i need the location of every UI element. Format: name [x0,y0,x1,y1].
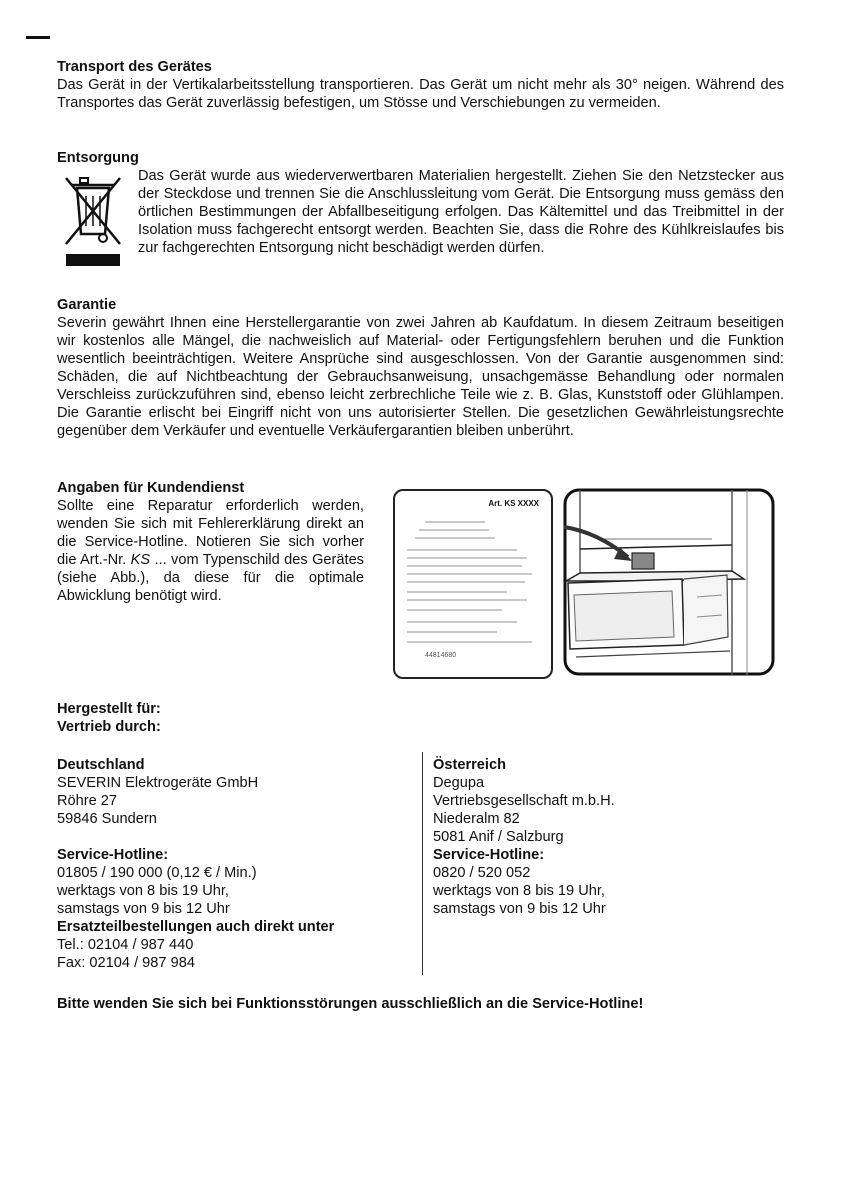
germany-hotline-heading: Service-Hotline: [57,847,169,863]
austria-hotline-heading: Service-Hotline: [433,847,545,863]
kundendienst-section [57,479,364,605]
kundendienst-text-part2: ... vom Typenschild des Gerätes (siehe Abb.), da diese für die optimale Abwicklung benötigt wird. [57,552,364,604]
entsorgung-heading: Entsorgung [57,150,139,166]
type-plate-line [407,557,527,559]
kundendienst-heading: Angaben für Kundendienst [57,480,245,496]
distributed-by-label: Vertrieb durch: [57,719,161,735]
type-plate-line [407,549,517,551]
germany-saturday-hours: samstags von 9 bis 12 Uhr [57,901,230,917]
kundendienst-text-model: KS [130,552,151,568]
type-plate-line [425,521,485,523]
type-plate-line [407,631,497,633]
germany-company: SEVERIN Elektrogeräte GmbH [57,775,259,791]
garantie-section [57,296,784,440]
austria-saturday-hours: samstags von 9 bis 12 Uhr [433,901,606,917]
austria-company: Degupa [433,775,485,791]
column-divider [422,752,423,975]
type-plate-line [407,609,502,611]
austria-weekday-hours: werktags von 8 bis 19 Uhr, [433,883,605,899]
austria-city: 5081 Anif / Salzburg [433,829,564,845]
germany-heading: Deutschland [57,757,145,773]
type-plate-line [407,581,525,583]
service-note: Bitte wenden Sie sich bei Funktionsstörungen ausschließlich an die Service-Hotline! [57,996,644,1012]
type-plate-illustration [393,489,553,679]
type-plate-line [407,573,532,575]
austria-street: Niederalm 82 [433,811,520,827]
type-plate-title: Art. KS XXXX [488,499,539,508]
austria-heading: Österreich [433,757,507,773]
transport-section [57,58,784,112]
type-plate-number: 44814680 [425,652,457,659]
type-plate-line [407,565,522,567]
crossed-out-wheelie-bin-icon [64,172,122,268]
fridge-illustration [562,487,776,677]
germany-contact [57,756,397,972]
germany-street: Röhre 27 [57,793,118,809]
austria-hotline-phone: 0820 / 520 052 [433,865,531,881]
austria-contact [433,756,773,918]
germany-city: 59846 Sundern [57,811,157,827]
type-plate-line [407,599,527,601]
type-plate-line [419,529,489,531]
spare-parts-heading: Ersatzteilbestellungen auch direkt unter [57,919,335,935]
manufacturer-block [57,700,161,736]
transport-heading: Transport des Gerätes [57,59,212,75]
garantie-heading: Garantie [57,297,117,313]
type-plate-line [407,591,507,593]
germany-fax: Fax: 02104 / 987 984 [57,955,195,971]
germany-hotline-phone: 01805 / 190 000 (0,12 € / Min.) [57,865,257,881]
page-marker [26,36,50,39]
type-plate-line [415,537,495,539]
germany-weekday-hours: werktags von 8 bis 19 Uhr, [57,883,229,899]
made-for-label: Hergestellt für: [57,701,161,717]
entsorgung-text: Das Gerät wurde aus wiederverwertbaren Materialien hergestellt. Ziehen Sie den Netzstecker aus der Steckdose und trennen Sie die Anschlussleitung vom Gerät. Die Entsorgung muss gemäss den örtlichen Bestimmungen der Abfallbeseitigung erfolgen. Das Kältemittel und das Treibmittel in der Isolation muss fachgerecht entsorgt werden. Beachten Sie, dass die Rohre des Kühlkreislaufes bis zur fachgerechten Entsorgung nicht beschädigt werden dürfen. [138,168,784,256]
type-plate-line [407,621,517,623]
kundendienst-text-part1: Sollte eine Reparatur erforderlich werden, wenden Sie sich mit Fehlererklärung direkt an die Service-Hotline. Notieren Sie sich vorher die Art.-Nr. [57,498,364,568]
austria-company-full: Vertriebsgesellschaft m.b.H. [433,793,615,809]
kundendienst-text [57,497,364,605]
garantie-text: Severin gewährt Ihnen eine Herstellergarantie von zwei Jahren ab Kaufdatum. In diesem Zeitraum beseitigen wir kostenlos alle Mängel, die nachweislich auf Material- oder Fertigungsfehlern beruhen und die Funktion wesentlich beeinträchtigen. Weitere Ansprüche sind ausgeschlossen. Von der Garantie ausgenommen sind: Schäden, die auf Nichtbeachtung der Gebrauchsanweisung, unsachgemässe Behandlung oder normalen Verschleiss zurückzuführen sind, ebenso leicht zerbrechliche Teile wie z. B. Glas, Kunststoff oder Glühlampen. Die Garantie erlischt bei Eingriff nicht von uns autorisierter Stellen. Die gesetzlichen Gewährleistungsrechte gegenüber dem Verkäufer und eventuelle Verkäufergarantien bleiben unberührt. [57,315,784,439]
transport-text: Das Gerät in der Vertikalarbeitsstellung transportieren. Das Gerät um nicht mehr als 30° neigen. Während des Transportes das Gerät zuverlässig befestigen, um Stösse und Verschiebungen zu vermeiden. [57,77,784,111]
germany-tel: Tel.: 02104 / 987 440 [57,937,194,953]
type-plate-line [407,641,532,643]
